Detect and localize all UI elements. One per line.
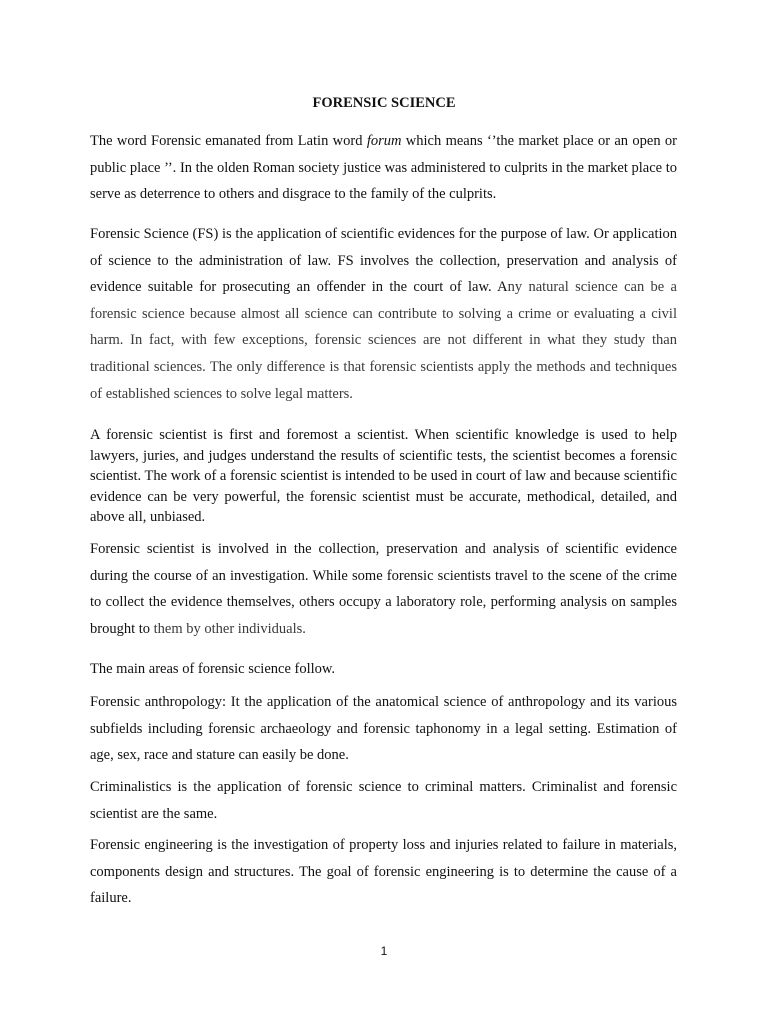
paragraph-investigation-role-text-b: them by other individuals. — [153, 620, 306, 637]
paragraph-criminalistics: Criminalistics is the application of forensic science to criminal matters. Criminalist and forensic scientist are the same. — [90, 779, 677, 822]
paragraph-word-origin — [90, 128, 677, 208]
latin-term-forum: forum — [366, 133, 402, 149]
paragraph-investigation-role — [90, 536, 677, 642]
paragraph-definition-text-b: ny natural science can be a forensic science because almost all science can contribute to solving a crime or evaluating a civil harm. In fact, with few exceptions, forensic sciences are not different in what they study than traditional sciences. The only difference is that forensic scientists apply the methods and techniques of established sciences to solve legal matters. — [90, 279, 677, 402]
paragraph-forensic-anthropology: Forensic anthropology: It the application of the anatomical science of anthropology and its various subfields including forensic archaeology and forensic taphonomy in a legal setting. Estimation of age, sex, race and stature can easily be done. — [90, 694, 677, 764]
paragraph-definition — [90, 221, 677, 407]
paragraph-main-areas: The main areas of forensic science follow. — [90, 661, 336, 677]
paragraph-investigation-role-text-a: Forensic scientist is involved in the collection, preservation and analysis of scientific evidence during the course of an investigation. While some forensic scientists travel to the scene of the crime to collect the evidence themselves, others occupy a laboratory role, performing analysis on samples brought to — [90, 541, 677, 637]
paragraph-word-origin-text-a: The word Forensic emanated from Latin word — [90, 133, 367, 149]
page-number: 1 — [380, 944, 388, 958]
document-title: FORENSIC SCIENCE — [312, 95, 456, 111]
paragraph-forensic-scientist: A forensic scientist is first and foremost a scientist. When scientific knowledge is used to help lawyers, juries, and judges understand the results of scientific tests, the scientist becomes a forensic scientist. The work of a forensic scientist is intended to be used in court of law and because scientific evidence can be very powerful, the forensic scientist must be accurate, methodical, detailed, and above all, unbiased. — [90, 427, 677, 526]
paragraph-word-origin-text-b: which means ‘’the market place or an open or public place ’’. In the olden Roman society justice was administered to culprits in the market place to serve as deterrence to others and disgrace to the family of the culprits. — [90, 133, 677, 203]
paragraph-forensic-engineering: Forensic engineering is the investigation of property loss and injuries related to failure in materials, components design and structures. The goal of forensic engineering is to determine the cause of a failure. — [90, 837, 677, 907]
paragraph-definition-text-a: Forensic Science (FS) is the application of scientific evidences for the purpose of law. Or application of science to the administration of law. FS involves the collection, preservation and analysis of evidence suitable for prosecuting an offender in the court of law. A — [90, 226, 677, 296]
